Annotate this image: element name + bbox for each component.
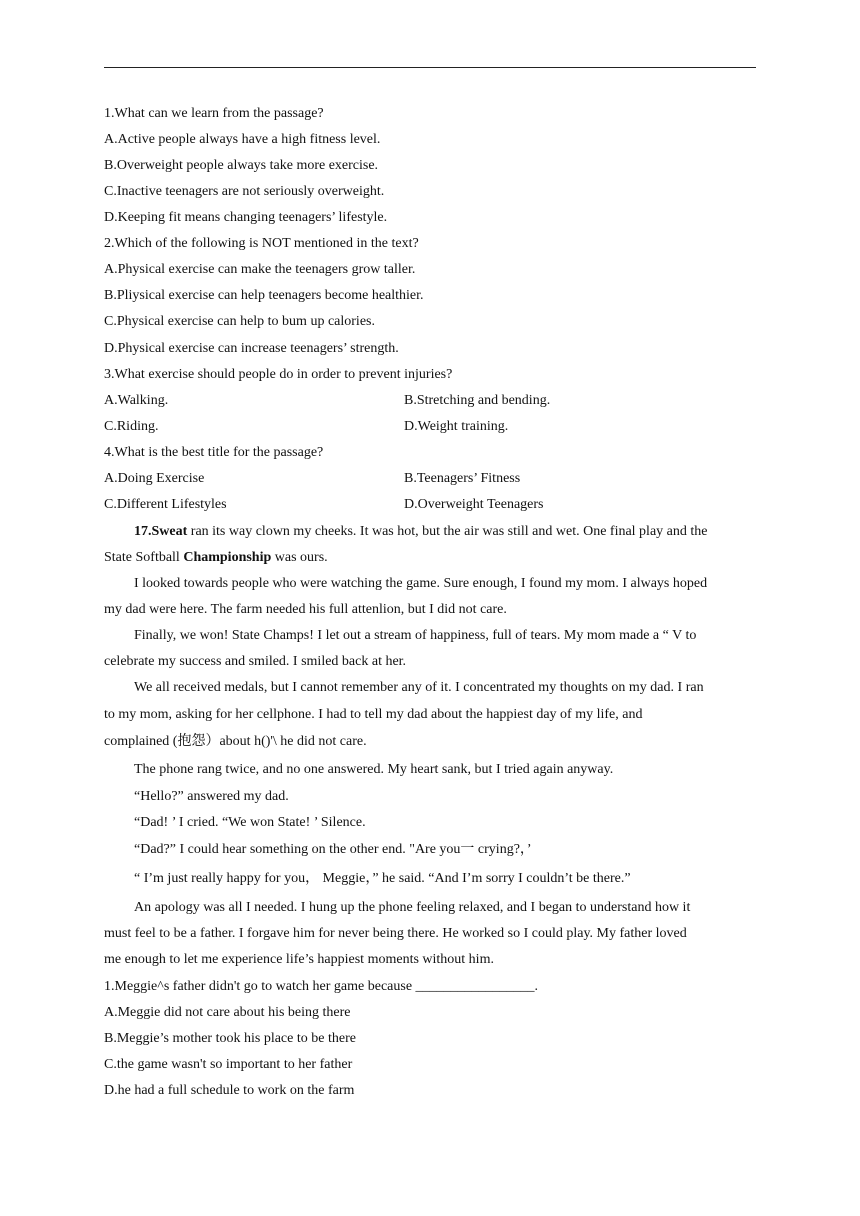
passage-paragraph-10: An apology was all I needed. I hung up the phone feeling relaxed, and I began to understand how it (134, 900, 691, 915)
passage-paragraph-7: “Dad! ’ I cried. “We won State! ’ Silence. (134, 815, 366, 830)
passage-line: celebrate my success and smiled. I smiled back at her. (104, 654, 407, 669)
passage-paragraph-9: “ I’m just really happy for you， Meggie，” he said. “And I’m sorry I couldn’t be there.” (134, 871, 631, 886)
option-1c: C.Inactive teenagers are not seriously overweight. (104, 184, 385, 199)
option-3d: D.Weight training. (404, 419, 509, 434)
option-2b: B.Pliysical exercise can help teenagers become healthier. (104, 288, 424, 303)
passage-line: must feel to be a father. I forgave him for never being there. He worked so I could play. My father loved (104, 926, 687, 941)
option-3b: B.Stretching and bending. (404, 393, 551, 408)
question-1: 1.What can we learn from the passage? (104, 106, 324, 121)
option-17-1d: D.he had a full schedule to work on the farm (104, 1083, 355, 1098)
passage-line: my dad were here. The farm needed his full attenlion, but I did not care. (104, 602, 507, 617)
question-3: 3.What exercise should people do in order to prevent injuries? (104, 367, 453, 382)
question-17-1: 1.Meggie^s father didn't go to watch her game because _________________. (104, 979, 539, 994)
option-2d: D.Physical exercise can increase teenagers’ strength. (104, 341, 399, 356)
passage-text: State Softball (104, 550, 184, 565)
passage-line (104, 549, 328, 567)
option-4c: C.Different Lifestyles (104, 497, 227, 512)
passage-line: complained (抱怨）about h()'\ he did not care. (104, 734, 367, 749)
passage-paragraph-3: Finally, we won! State Champs! I let out a stream of happiness, full of tears. My mom made a “ V to (134, 628, 697, 643)
option-4d: D.Overweight Teenagers (404, 497, 544, 512)
passage-paragraph-6: “Hello?” answered my dad. (134, 789, 289, 804)
option-4b: B.Teenagers’ Fitness (404, 471, 521, 486)
passage-line: me enough to let me experience life’s happiest moments without him. (104, 952, 494, 967)
option-3c: C.Riding. (104, 419, 159, 434)
question-2: 2.Which of the following is NOT mentioned in the text? (104, 236, 419, 251)
option-1b: B.Overweight people always take more exercise. (104, 158, 379, 173)
passage-bold-word: Championship (183, 550, 272, 565)
passage-paragraph-5: The phone rang twice, and no one answered. My heart sank, but I tried again anyway. (134, 762, 614, 777)
passage-line: to my mom, asking for her cellphone. I had to tell my dad about the happiest day of my life, and (104, 707, 643, 722)
option-17-1c: C.the game wasn't so important to her father (104, 1057, 353, 1072)
passage-paragraph-8: “Dad?” I could hear something on the other end. "Are you一 crying?，’ (134, 842, 532, 857)
passage-paragraph-2: I looked towards people who were watching the game. Sure enough, I found my mom. I always hoped (134, 576, 708, 591)
option-2a: A.Physical exercise can make the teenagers grow taller. (104, 262, 416, 277)
passage-number: 17.Sweat (134, 524, 188, 539)
option-4a: A.Doing Exercise (104, 471, 205, 486)
option-2c: C.Physical exercise can help to bum up calories. (104, 314, 375, 329)
header-rule (104, 67, 756, 68)
passage-paragraph-4: We all received medals, but I cannot remember any of it. I concentrated my thoughts on my dad. I ran (134, 680, 704, 695)
option-1d: D.Keeping fit means changing teenagers’ lifestyle. (104, 210, 388, 225)
passage-paragraph-1 (134, 523, 707, 541)
passage-text: was ours. (271, 550, 328, 565)
option-17-1a: A.Meggie did not care about his being there (104, 1005, 351, 1020)
option-17-1b: B.Meggie’s mother took his place to be there (104, 1031, 356, 1046)
question-4: 4.What is the best title for the passage? (104, 445, 324, 460)
passage-text: ran its way clown my cheeks. It was hot, but the air was still and wet. One final play and the (187, 524, 708, 539)
option-3a: A.Walking. (104, 393, 169, 408)
option-1a: A.Active people always have a high fitness level. (104, 132, 381, 147)
